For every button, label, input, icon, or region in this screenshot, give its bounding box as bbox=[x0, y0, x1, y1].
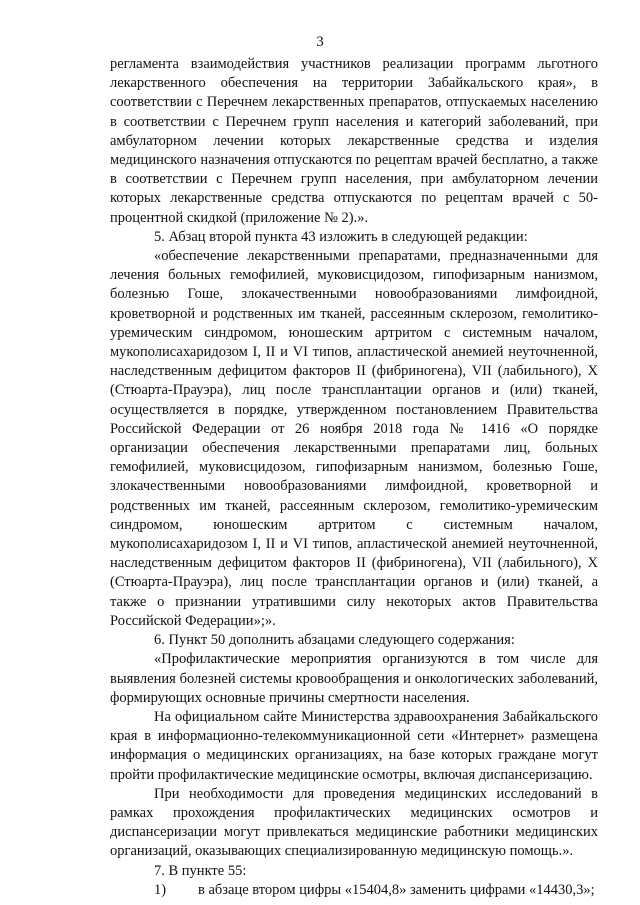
paragraph-item-5: 5. Абзац второй пункта 43 изложить в следующей редакции: bbox=[154, 228, 528, 245]
document-body bbox=[110, 55, 598, 900]
paragraph-continuation: регламента взаимодействия участников реализации программ льготного лекарственного обеспечения на территории Забайкальского края», в соответствии с Перечнем лекарственных препаратов, отпускаемых населению в соответствии с Перечнем групп населения и категорий заболеваний, при амбулаторном лечении которых лекарственные средства и изделия медицинского назначения отпускаются по рецептам врачей бесплатно, а также в соответствии с Перечнем групп населения, при амбулаторном лечении которых лекарственные средства отпускаются по рецептам врачей с 50-процентной скидкой (приложение № 2).». bbox=[110, 56, 598, 226]
paragraph-specialists: При необходимости для проведения медицинских исследований в рамках прохождения профилактических медицинских осмотров и диспансеризации могут привлекаться медицинские работники медицинских организаций, оказывающих специализированную медицинскую помощь.». bbox=[110, 785, 598, 860]
paragraph-website-info: На официальном сайте Министерства здравоохранения Забайкальского края в информационно-телекоммуникационной сети «Интернет» размещена информация о медицинских организациях, на базе которых граждане могут пройти профилактические медицинские осмотры, включая диспансеризацию. bbox=[110, 708, 598, 783]
paragraph-item-6: 6. Пункт 50 дополнить абзацами следующего содержания: bbox=[154, 632, 515, 649]
list-item-text: в абзаце втором цифры «15404,8» заменить цифрами «14430,3»; bbox=[198, 881, 595, 898]
list-item-1 bbox=[110, 881, 598, 900]
list-item-number: 1) bbox=[154, 881, 167, 898]
page-number: 3 bbox=[316, 34, 324, 50]
paragraph-quote-medications: «обеспечение лекарственными препаратами, предназначенными для лечения больных гемофилией, муковисцидозом, гипофизарным нанизмом, болезнью Гоше, злокачественными новообразованиями лимфоидной, кроветворной и родственных им тканей, рассеянным склерозом, гемолитико-уремическим синдромом, юношеским артритом с системным началом, мукополисахаридозом I, II и VI типов, апластической анемией неуточненной, наследственным дефицитом факторов II (фибриногена), VII (лабильного), X (Стюарта-Прауэра), лиц после трансплантации органов и (или) тканей, осуществляется в порядке, утвержденном постановлением Правительства Российской Федерации от 26 ноября 2018 года № 1416 «О порядке организации обеспечения лекарственными препаратами лиц, больных гемофилией, муковисцидозом, гипофизарным нанизмом, болезнью Гоше, злокачественными новообразованиями лимфоидной, кроветворной и родственных им тканей, рассеянным склерозом, гемолитико-уремическим синдромом, юношеским артритом с системным началом, мукополисахаридозом I, II и VI типов, апластической анемией неуточненной, наследственным дефицитом факторов II (фибриногена), VII (лабильного), X (Стюарта-Прауэра), лиц после трансплантации органов и (или) тканей, а также о признании утратившими силу некоторых актов Правительства Российской Федерации»;». bbox=[110, 248, 598, 629]
paragraph-item-7: 7. В пункте 55: bbox=[154, 862, 247, 879]
paragraph-prevention: «Профилактические мероприятия организуются в том числе для выявления болезней системы кровообращения и онкологических заболеваний, формирующих основные причины смертности населения. bbox=[110, 651, 598, 706]
